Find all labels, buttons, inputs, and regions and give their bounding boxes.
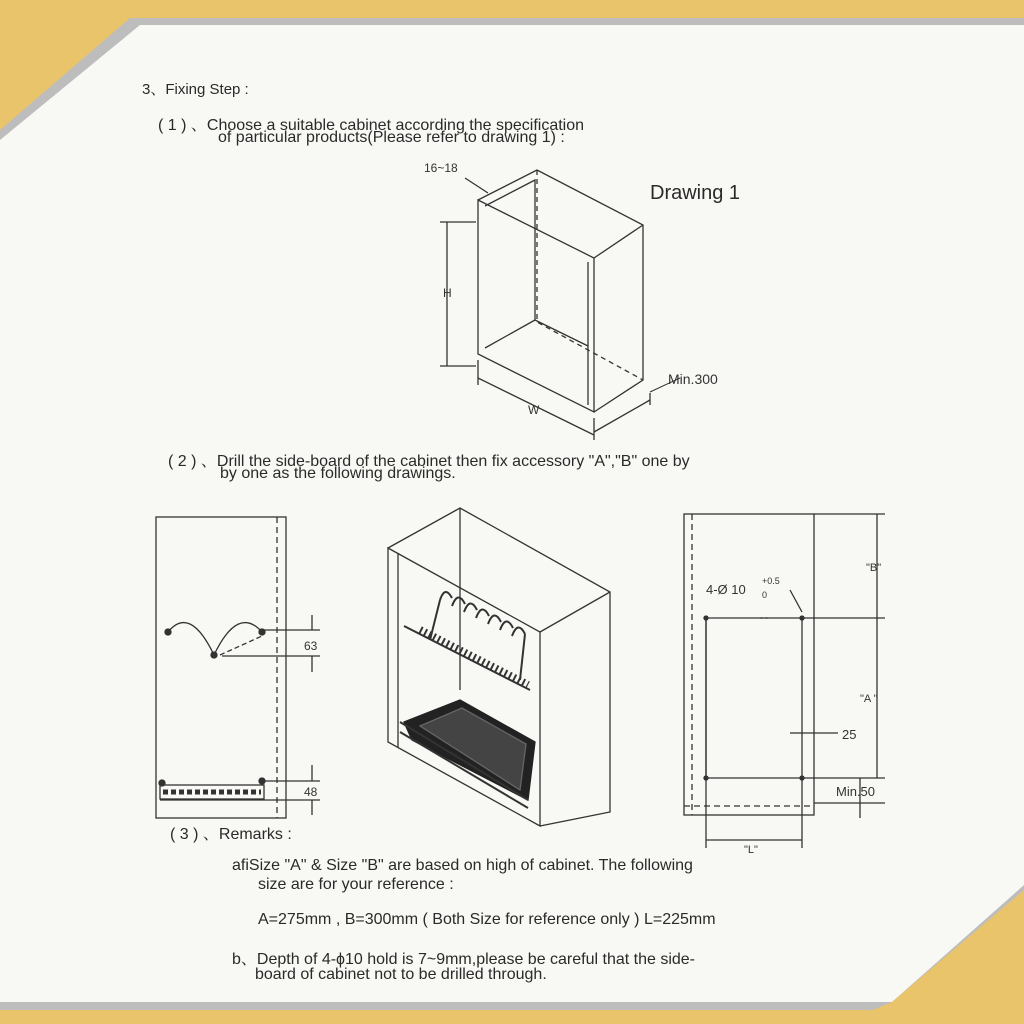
dim-63: 63 bbox=[304, 639, 318, 653]
a-label: "A " bbox=[860, 693, 878, 705]
b-label: "B" bbox=[866, 562, 882, 574]
step-heading: 3、Fixing Step : bbox=[142, 81, 249, 98]
height-label: H bbox=[443, 286, 452, 300]
thickness-label: 16~18 bbox=[424, 161, 458, 175]
remark-a-line2: size are for your reference : bbox=[258, 876, 454, 893]
remark-b-line1: b、Depth of 4-ϕ10 hold is 7~9mm,please be careful that the side- bbox=[232, 951, 696, 968]
step1-line1: ( 1 ) 、Choose a suitable cabinet according the specification bbox=[158, 117, 585, 134]
step1-line2: of particular products(Please refer to drawing 1) : bbox=[218, 129, 565, 146]
dim-48: 48 bbox=[304, 785, 318, 799]
remark-a-line1: afiSize "A" & Size "B" are based on high of cabinet. The following bbox=[232, 857, 693, 874]
step2-line1: ( 2 ) 、Drill the side-board of the cabinet then fix accessory "A","B" one by bbox=[168, 453, 690, 470]
remark-a-sizes: A=275mm , B=300mm ( Both Size for reference only ) L=225mm bbox=[258, 911, 716, 928]
hole-spec: 4-Ø 10 bbox=[706, 582, 746, 597]
hole-tolerance-zero: 0 bbox=[762, 590, 768, 600]
min50-label: Min.50 bbox=[836, 784, 876, 799]
l-label: "L" bbox=[744, 844, 758, 856]
remark-b-line2: board of cabinet not to be drilled through. bbox=[255, 966, 547, 983]
width-label: W bbox=[528, 403, 540, 417]
hole-tolerance-plus: +0.5 bbox=[762, 576, 780, 586]
step3-title: ( 3 ) 、Remarks : bbox=[170, 826, 292, 843]
step2-line2: by one as the following drawings. bbox=[220, 465, 456, 482]
drawing1-title: Drawing 1 bbox=[650, 182, 741, 204]
dim-25: 25 bbox=[842, 727, 857, 742]
depth-label: Min.300 bbox=[668, 371, 718, 387]
